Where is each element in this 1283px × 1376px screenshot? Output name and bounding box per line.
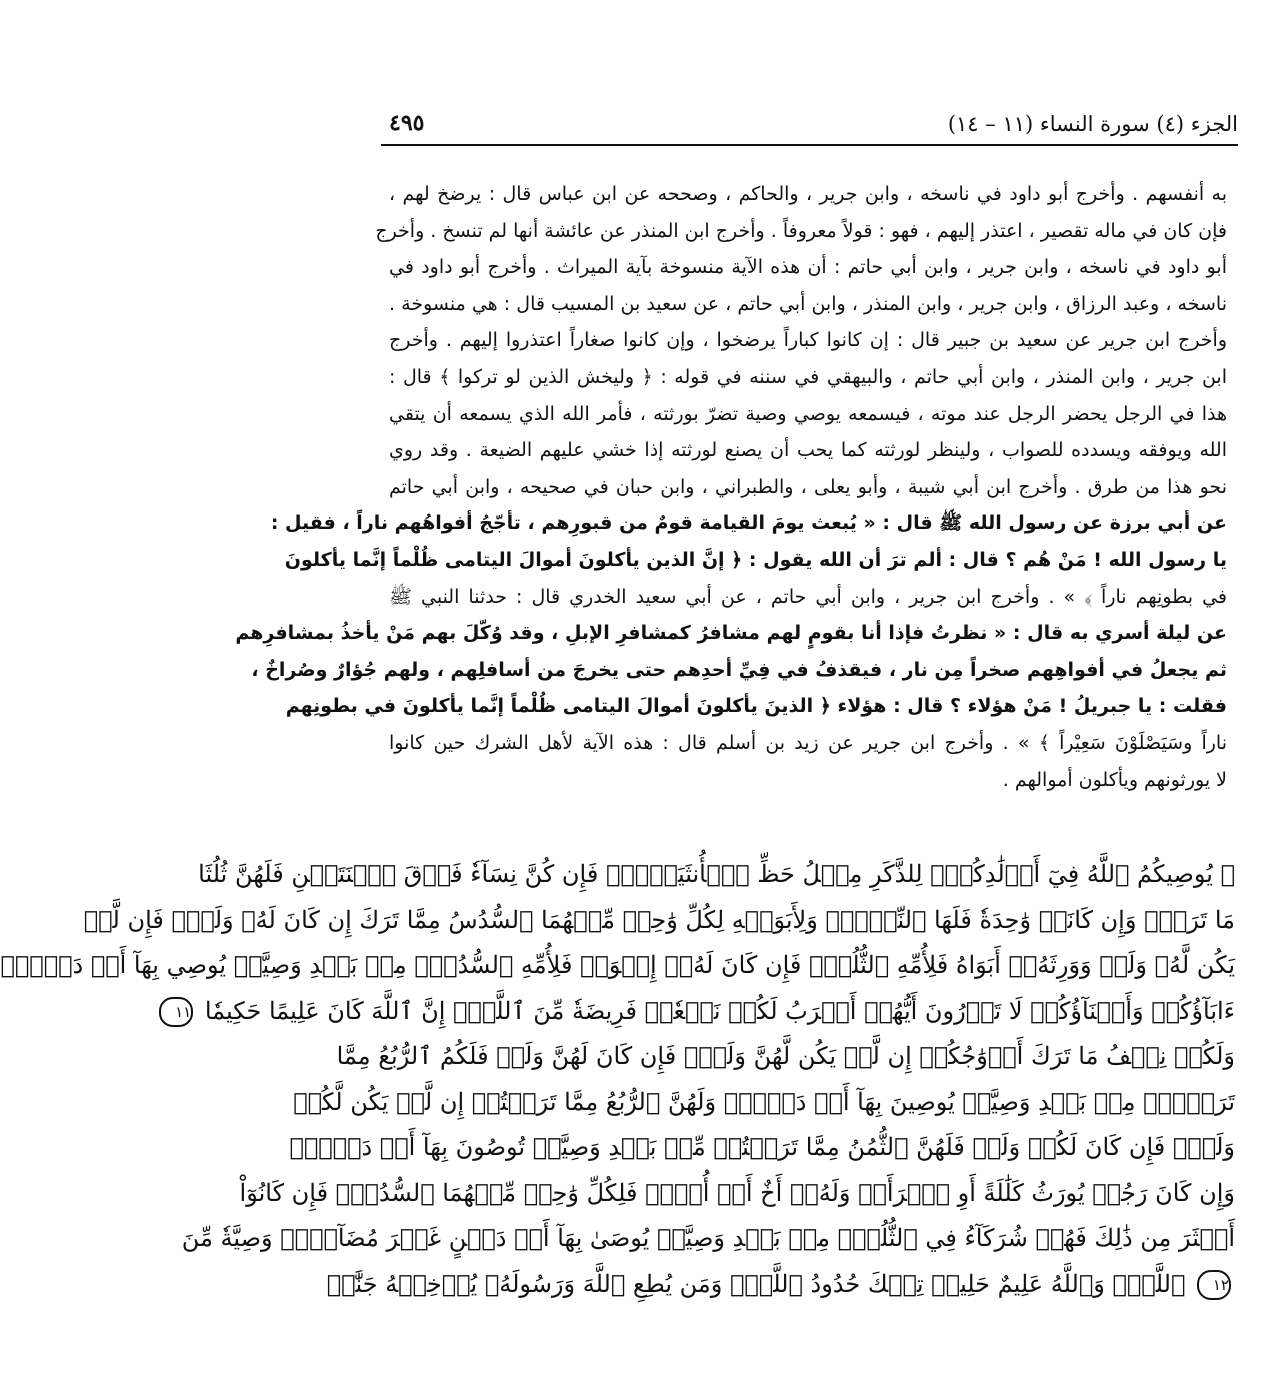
quran-line [175, 989, 1235, 1035]
quran-line: تَرَكۡنَۚ مِنۢ بَعۡدِ وَصِيَّةٖ يُوصِينَ بِهَآ أَوۡ دَيۡنٖۚ وَلَهُنَّ ٱلرُّبُعُ مِمَّا تَرَكۡتُمۡ إِن لَّمۡ يَكُن لَّكُمۡ [293, 1087, 1235, 1116]
commentary-line: الله ويوفقه ويسدده للصواب ، ولينظر لورثته كما يحب أن يصنع لورثته إذا خشي عليهم الضيعة . وقد روي [389, 439, 1227, 462]
commentary-line: أبو داود في ناسخه ، وابن جرير ، وابن أبي حاتم : أن هذه الآية منسوخة بآية الميراث . وأخرج أبو داود في [389, 256, 1227, 279]
commentary-line: عن ليلة أسري به قال : « نظرتُ فإذا أنا بقومٍ لهم مشافرُ كمشافرِ الإبلِ ، وقد وُكّلَ بهم مَنْ يأخذُ بمشافرِهم [235, 622, 1227, 645]
commentary-line: عن أبي برزة عن رسول الله ﷺ قال : « يُبعث يومَ القيامة قومٌ من قبورِهم ، تأجّجُ أفواهُهم ناراً ، فقيل : [270, 512, 1227, 535]
commentary-line: ثم يجعلُ في أفواهِهم صخراً مِن نار ، فيقذفُ في فِيِّ أحدِهم حتى يخرجَ من أسافلِهم ، ولهم جُؤارٌ وصُراخٌ ، [251, 658, 1227, 681]
commentary-line: ابن جرير ، وابن المنذر ، وابن أبي حاتم ، والبيهقي في سننه في قوله : ﴿ وليخش الذين لو تركوا ﴾ قال : [389, 365, 1227, 388]
commentary-line: يا رسول الله ! مَنْ هُم ؟ قال : ألم ترَ أن الله يقول : ﴿ إنَّ الذين يأكلونَ أموالَ اليتامى ظُلْماً إنَّما يأكلونَ [284, 548, 1227, 571]
quran-line: وَلَدٞۚ فَإِن كَانَ لَكُمۡ وَلَدٞ فَلَهُنَّ ٱلثُّمُنُ مِمَّا تَرَكۡتُمۚ مِّنۢ بَعۡدِ وَصِيَّةٖ تُوصُونَ بِهَآ أَوۡ دَيۡنٖۗ [289, 1133, 1235, 1161]
commentary-line: فإن كان في ماله تقصير ، اعتذر إليهم ، فهو : قولاً معروفاً . وأخرج ابن المنذر عن عائشة أنها لم تنسخ . وأخرج [375, 219, 1227, 242]
quran-line [326, 1262, 1235, 1308]
ayah-number-marker: ١١ [159, 997, 193, 1027]
page-number: ٤٩٥ [389, 110, 425, 136]
commentary-line: فقلت : يا جبريلُ ! مَنْ هؤلاء ؟ قال : هؤلاء ﴿ الذينَ يأكلونَ أموالَ اليتامى ظُلْماً إنَّما يأكلونَ في بطونِهم [285, 695, 1227, 718]
quran-line-text: ٱللَّهِۗ وَٱللَّهُ عَلِيمٌ حَلِيمٞ تِلۡكَ حُدُودُ ٱللَّهِۚ وَمَن يُطِعِ ٱللَّهَ وَرَسُولَهُۥ يُدۡخِلۡهُ جَنَّٰتٖ [326, 1269, 1186, 1298]
quran-line: وَإِن كَانَ رَجُلٞ يُورَثُ كَلَٰلَةً أَوِ ٱمۡرَأَةٞ وَلَهُۥٓ أَخٌ أَوۡ أُخۡتٞ فَلِكُلِّ وَٰحِدٖ مِّنۡهُمَا ٱلسُّدُسُۚ فَإِن كَانُوٓاْ [239, 1178, 1235, 1207]
commentary-line: هذا في الرجل يحضر الرجل عند موته ، فيسمعه يوصي وصية تضرّ بورثته ، فأمر الله الذي يسمعه أن يتقي [389, 402, 1227, 425]
quran-line: يَكُن لَّهُۥ وَلَدٞ وَوَرِثَهُۥٓ أَبَوَاهُ فَلِأُمِّهِ ٱلثُّلُثُۚ فَإِن كَانَ لَهُۥٓ إِخۡوَةٞ فَلِأُمِّهِ ٱلسُّدُسُۚ مِنۢ بَعۡدِ وَصِيَّةٖ يُوصِي بِهَآ أَوۡ دَيۡنٍۗ [0, 951, 1235, 979]
commentary-line: نحو هذا من طرق . وأخرج ابن أبي شيبة ، وأبو يعلى ، والطبراني ، وابن حبان في صحيحه ، وابن أبي حاتم [389, 475, 1227, 498]
commentary-text [235, 176, 1227, 798]
running-title: الجزء (٤) سورة النساء (١١ – ١٤) [947, 112, 1238, 136]
quran-line-text: ءَابَآؤُكُمۡ وَأَبۡنَآؤُكُمۡ لَا تَدۡرُونَ أَيُّهُمۡ أَقۡرَبُ لَكُمۡ نَفۡعٗاۚ فَرِيضَةٗ مِّنَ ٱللَّهِۗ إِنَّ ٱللَّهَ كَانَ عَلِيمًا حَكِيمٗا [204, 996, 1235, 1025]
quran-line: ﴿ يُوصِيكُمُ ٱللَّهُ فِيٓ أَوۡلَٰدِكُمۡۖ لِلذَّكَرِ مِثۡلُ حَظِّ ٱلۡأُنثَيَيۡنِۚ فَإِن كُنَّ نِسَآءٗ فَوۡقَ ٱثۡنَتَيۡنِ فَلَهُنَّ ثُلُثَا [198, 860, 1235, 888]
page-header [381, 110, 1238, 146]
commentary-line: وأخرج ابن جرير عن سعيد بن جبير قال : إن كانوا كباراً يرضخوا ، وإن كانوا صغاراً اعتذروا إليهم . وأخرج [389, 329, 1227, 352]
commentary-line: في بطونِهم ناراً ﴾ » . وأخرج ابن جرير ، وابن أبي حاتم ، عن أبي سعيد الخدري قال : حدثنا النبي ﷺ [389, 585, 1227, 608]
quran-line: مَا تَرَكَۖ وَإِن كَانَتۡ وَٰحِدَةٗ فَلَهَا ٱلنِّصۡفُۚ وَلِأَبَوَيۡهِ لِكُلِّ وَٰحِدٖ مِّنۡهُمَا ٱلسُّدُسُ مِمَّا تَرَكَ إِن كَانَ لَهُۥ وَلَدٞۚ فَإِن لَّمۡ [83, 905, 1235, 934]
commentary-line: لا يورثونهم ويأكلون أموالهم . [1002, 768, 1227, 791]
commentary-line: ناراً وسَيَصْلَوْنَ سَعِيْراً ﴾ » . وأخرج ابن جرير عن زيد بن أسلم قال : هذه الآية لأهل الشرك حين كانوا [389, 731, 1227, 754]
quran-line: وَلَكُمۡ نِصۡفُ مَا تَرَكَ أَزۡوَٰجُكُمۡ إِن لَّمۡ يَكُن لَّهُنَّ وَلَدٞۚ فَإِن كَانَ لَهُنَّ وَلَدٞ فَلَكُمُ ٱلرُّبُعُ مِمَّا [336, 1042, 1235, 1070]
commentary-line: به أنفسهم . وأخرج أبو داود في ناسخه ، وابن جرير ، والحاكم ، وصححه عن ابن عباس قال : يرضخ لهم ، [389, 183, 1227, 205]
commentary-line: ناسخه ، وعبد الرزاق ، وابن جرير ، وابن المنذر ، وابن أبي حاتم ، عن سعيد بن المسيب قال : هي منسوخة . [389, 292, 1227, 315]
quran-line: أَكۡثَرَ مِن ذَٰلِكَ فَهُمۡ شُرَكَآءُ فِي ٱلثُّلُثِۚ مِنۢ بَعۡدِ وَصِيَّةٖ يُوصَىٰ بِهَآ أَوۡ دَيۡنٍ غَيۡرَ مُضَآرّٖۚ وَصِيَّةٗ مِّنَ [181, 1224, 1235, 1252]
ayah-number-marker: ١٢ [1197, 1270, 1231, 1300]
quran-text [0, 852, 1235, 1307]
